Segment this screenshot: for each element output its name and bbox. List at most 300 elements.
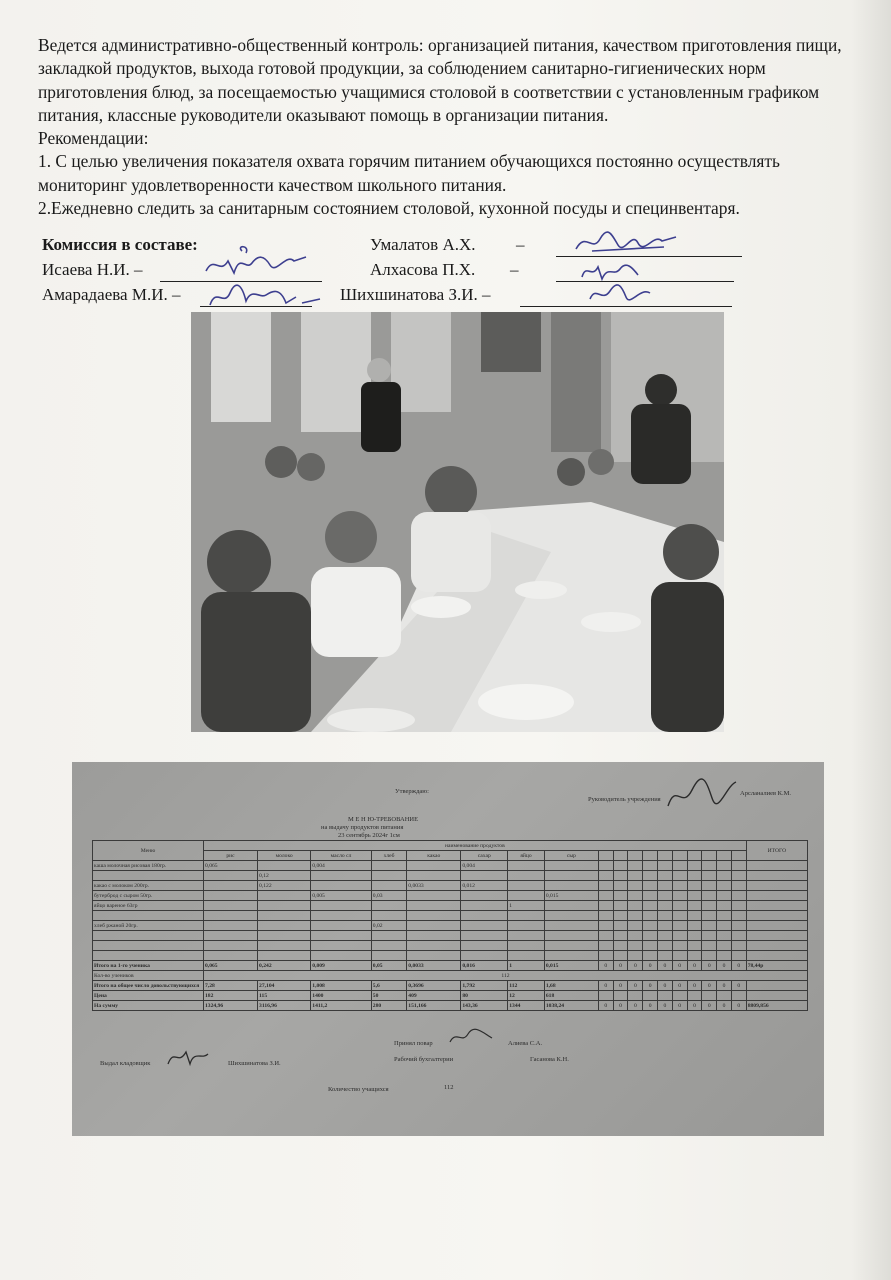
empty-cell [746,941,807,951]
empty-cell [672,921,687,931]
empty-cell [628,851,643,861]
table-cell [258,901,311,911]
table-cell [461,951,508,961]
table-cell [371,951,407,961]
table-cell: 27,104 [258,981,311,991]
empty-cell [717,901,732,911]
zero-cell: 0 [643,1001,658,1011]
empty-cell [717,891,732,901]
empty-cell [613,881,628,891]
empty-cell [643,901,658,911]
table-cell: 115 [258,991,311,1001]
table-cell: 0,005 [311,891,372,901]
empty-cell [687,901,702,911]
empty-cell [731,931,746,941]
member-amaradaeva: Амарадаева М.И. – [42,285,181,304]
table-cell: 1324,96 [204,1001,258,1011]
zero-cell: 0 [628,961,643,971]
accountant-label: Рабочий бухгалтерии [394,1056,454,1063]
empty-cell [643,921,658,931]
empty-cell [658,911,673,921]
empty-cell [613,921,628,931]
price-row [93,991,808,1001]
table-cell: 0,3696 [407,981,461,991]
empty-cell [702,951,717,961]
issued-name: Шихшинатова З.И. [228,1060,281,1067]
empty-cell [672,901,687,911]
table-cell [204,931,258,941]
table-cell: 12 [508,991,545,1001]
product-header: сахар [461,851,508,861]
signature-isaeva [202,245,312,281]
empty-cell [643,881,658,891]
table-cell [204,871,258,881]
empty-cell [598,881,613,891]
table-cell [311,901,372,911]
empty-cell [717,861,732,871]
table-cell [544,911,598,921]
empty-cell [687,851,702,861]
table-cell [544,871,598,881]
table-cell: 0,065 [204,961,258,971]
empty-cell [746,901,807,911]
table-cell: 0,009 [311,961,372,971]
students-label: Кол-во учеников [93,971,204,981]
zero-cell: 0 [658,981,673,991]
empty-cell [672,911,687,921]
product-header: молоко [258,851,311,861]
table-cell [407,951,461,961]
zero-cell: 0 [731,961,746,971]
empty-cell [746,881,807,891]
empty-cell [628,871,643,881]
table-cell: 112 [508,981,545,991]
member-shikhshinatova: Шихшинатова З.И. – [340,285,491,304]
zero-cell: 0 [717,1001,732,1011]
empty-cell [628,941,643,951]
empty-cell [598,901,613,911]
cafeteria-photo [191,312,724,732]
empty-cell [687,991,702,1001]
empty-cell [687,941,702,951]
table-cell [258,911,311,921]
table-cell [508,861,545,871]
empty-cell [731,891,746,901]
empty-cell [628,881,643,891]
report-text [38,34,868,220]
empty-cell [746,991,807,1001]
empty-cell [731,871,746,881]
empty-cell [672,931,687,941]
empty-cell [658,871,673,881]
table-cell [311,921,372,931]
table-cell [508,931,545,941]
price-row-label: Цена [93,991,204,1001]
zero-cell: 0 [731,1001,746,1011]
empty-cell [658,881,673,891]
products-col-header: наименование продуктов [204,841,747,851]
table-cell: 1,008 [311,981,372,991]
table-cell: 1,792 [461,981,508,991]
empty-cell [687,911,702,921]
accountant-name: Гасанова К.Н. [530,1056,569,1063]
zero-cell: 0 [702,981,717,991]
zero-cell: 0 [672,981,687,991]
table-cell [544,921,598,931]
empty-cell [731,851,746,861]
dish-label: бутерброд с сыром 50гр. [93,891,204,901]
table-cell: 618 [544,991,598,1001]
empty-cell [628,951,643,961]
empty-cell [643,891,658,901]
empty-cell [613,991,628,1001]
head-label: Руководитель учреждения [588,796,661,803]
table-row [93,891,808,901]
empty-cell [598,931,613,941]
empty-cell [658,991,673,1001]
empty-cell [613,941,628,951]
empty-cell [613,931,628,941]
empty-cell [687,891,702,901]
table-cell: 0,05 [371,961,407,971]
sum-row-total: 8809,856 [746,1001,807,1011]
table-cell: 0,015 [544,961,598,971]
empty-cell [643,911,658,921]
table-cell [508,911,545,921]
empty-cell [658,891,673,901]
table-cell [258,931,311,941]
menu-requirement-scan [72,762,824,1136]
recommendation-2: 2.Ежедневно следить за санитарным состоянием столовой, кухонной посуды и специнвентаря. [38,198,740,219]
empty-cell [613,901,628,911]
count-label: Количество учащихся [328,1086,389,1093]
table-cell [407,901,461,911]
empty-cell [672,951,687,961]
cook-name: Алиева С.А. [508,1040,543,1047]
table-cell [371,881,407,891]
empty-cell [702,881,717,891]
table-cell [311,871,372,881]
zero-cell: 0 [643,981,658,991]
issued-label: Выдал кладовщик [100,1060,151,1067]
table-cell: 0,242 [258,961,311,971]
zero-cell: 0 [702,1001,717,1011]
dish-label [93,941,204,951]
table-cell: 0,0033 [407,881,461,891]
empty-cell [702,991,717,1001]
table-cell [204,921,258,931]
empty-cell [746,931,807,941]
member-umalatov-dash: – [516,235,525,254]
empty-cell [702,851,717,861]
empty-cell [731,911,746,921]
empty-cell [658,951,673,961]
zero-cell: 0 [687,1001,702,1011]
empty-cell [643,941,658,951]
menu-title: М Е Н Ю-ТРЕБОВАНИЕ [348,816,419,823]
empty-cell [717,951,732,961]
table-row [93,921,808,931]
empty-cell [717,911,732,921]
empty-cell [598,921,613,931]
empty-cell [643,861,658,871]
zero-cell: 0 [658,1001,673,1011]
table-row [93,951,808,961]
table-cell [311,931,372,941]
table-cell: 0,015 [544,891,598,901]
dish-label: каша молочная рисовая 180гр. [93,861,204,871]
dish-label [93,951,204,961]
menu-date: 23 сентябрь 2024г 1см [338,832,400,839]
zero-cell: 0 [628,981,643,991]
table-cell [544,901,598,911]
empty-cell [643,871,658,881]
zero-cell: 0 [613,1001,628,1011]
empty-cell [613,851,628,861]
approve-label: Утверждаю: [395,788,429,795]
zero-cell: 0 [598,1001,613,1011]
table-cell [371,871,407,881]
empty-cell [672,941,687,951]
signature-umalatov [572,227,682,257]
empty-cell [702,901,717,911]
dish-label [93,911,204,921]
table-cell: 1038,24 [544,1001,598,1011]
table-header-row [93,841,808,851]
table-cell [461,911,508,921]
empty-cell [702,891,717,901]
empty-cell [598,861,613,871]
total-one-row-label: Итого на 1-го ученика [93,961,204,971]
empty-cell [731,951,746,961]
table-row [93,881,808,891]
empty-cell [613,951,628,961]
dish-label: яйцо вареное 63гр [93,901,204,911]
empty-cell [717,921,732,931]
product-header: какао [407,851,461,861]
product-header: хлеб [371,851,407,861]
empty-cell [643,931,658,941]
empty-cell [598,941,613,951]
menu-table [92,840,808,1011]
table-cell [258,891,311,901]
empty-cell [672,991,687,1001]
zero-cell: 0 [687,981,702,991]
table-cell [258,941,311,951]
table-cell [204,901,258,911]
count-value: 112 [444,1084,454,1091]
table-cell [461,941,508,951]
empty-cell [658,931,673,941]
recommendations-heading: Рекомендации: [38,128,149,149]
empty-cell [731,921,746,931]
table-cell [371,931,407,941]
table-cell: 1411,2 [311,1001,372,1011]
table-row [93,931,808,941]
table-row [93,901,808,911]
table-cell: 0,0033 [407,961,461,971]
empty-cell [613,911,628,921]
empty-cell [672,861,687,871]
empty-cell [643,851,658,861]
table-cell [204,911,258,921]
product-header: рис [204,851,258,861]
issued-signature [164,1046,212,1068]
table-cell: 3116,96 [258,1001,311,1011]
table-cell: 1,68 [544,981,598,991]
member-alkhasova: Алхасова П.Х. [370,260,476,279]
table-cell: 0,03 [371,891,407,901]
table-row [93,871,808,881]
table-cell [544,861,598,871]
table-cell [508,921,545,931]
empty-cell [613,861,628,871]
table-cell [508,951,545,961]
empty-cell [613,871,628,881]
empty-cell [672,891,687,901]
empty-cell [717,881,732,891]
empty-cell [702,861,717,871]
empty-cell [717,991,732,1001]
recommendation-1: 1. С целью увеличения показателя охвата горячим питанием обучающихся постоянно осуществлять мониторинг удовлетворенности качеством школьного питания. [38,151,780,195]
table-cell: 280 [371,1001,407,1011]
empty-cell [731,901,746,911]
head-name: Арсланалиев К.М. [740,790,792,797]
zero-cell: 0 [598,961,613,971]
product-header: сыр [544,851,598,861]
empty-cell [731,881,746,891]
empty-cell [687,871,702,881]
table-cell: 0,004 [311,861,372,871]
empty-cell [687,931,702,941]
product-header: яйцо [508,851,545,861]
table-cell [544,941,598,951]
cook-label: Принял повар [394,1040,433,1047]
table-cell: 0,012 [461,881,508,891]
table-cell [407,861,461,871]
students-value: 112 [204,971,808,981]
sum-row-label: На сумму [93,1001,204,1011]
sum-row [93,1001,808,1011]
cook-signature [446,1028,496,1046]
dish-label: хлеб ржаной 20гр. [93,921,204,931]
empty-cell [746,871,807,881]
empty-cell [717,941,732,951]
table-cell [311,881,372,891]
zero-cell: 0 [613,981,628,991]
page-edge-shadow [851,0,891,1280]
control-paragraph: Ведется административно-общественный контроль: организацией питания, качеством приготовления пищи, закладкой продуктов, выхода готовой продукции, за соблюдением санитарно-гигиенических норм приготовления блюд, за посещаемостью учащимися столовой в соответствии с установленным графиком питания, классные руководители оказывают помощь в организации питания. [38,35,842,125]
zero-cell: 0 [702,961,717,971]
empty-cell [598,871,613,881]
table-cell: 151,166 [407,1001,461,1011]
table-cell [204,941,258,951]
table-cell [508,871,545,881]
table-cell [204,951,258,961]
empty-cell [643,951,658,961]
table-cell [461,921,508,931]
table-cell [204,881,258,891]
table-cell [371,941,407,951]
table-row [93,941,808,951]
dish-label: какао с молоком 200гр. [93,881,204,891]
zero-cell: 0 [598,981,613,991]
table-cell [407,941,461,951]
table-cell [508,941,545,951]
table-cell: 0,004 [461,861,508,871]
dish-label [93,931,204,941]
head-signature [662,776,742,816]
total-one-row [93,961,808,971]
table-cell: 1 [508,961,545,971]
empty-cell [598,951,613,961]
zero-cell: 0 [717,961,732,971]
empty-cell [702,911,717,921]
empty-cell [643,991,658,1001]
table-cell [407,911,461,921]
table-cell: 0,065 [204,861,258,871]
table-cell [508,881,545,891]
empty-cell [746,911,807,921]
table-cell [461,871,508,881]
table-cell [258,861,311,871]
empty-cell [731,991,746,1001]
commission-title: Комиссия в составе: [42,235,198,254]
table-cell [461,891,508,901]
table-cell [407,921,461,931]
table-cell [258,921,311,931]
table-cell: 182 [204,991,258,1001]
table-cell: 0,02 [371,921,407,931]
table-cell: 143,36 [461,1001,508,1011]
table-cell [544,951,598,961]
zero-cell: 0 [717,981,732,991]
empty-cell [731,861,746,871]
table-cell [311,951,372,961]
table-cell: 0,122 [258,881,311,891]
empty-cell [658,941,673,951]
table-cell [311,911,372,921]
empty-cell [702,941,717,951]
empty-cell [658,901,673,911]
table-cell: 1 [508,901,545,911]
empty-cell [658,851,673,861]
table-cell: 409 [407,991,461,1001]
table-cell [311,941,372,951]
empty-cell [687,861,702,871]
table-cell: 0,016 [461,961,508,971]
zero-cell: 0 [731,981,746,991]
empty-cell [598,851,613,861]
zero-cell: 0 [672,961,687,971]
empty-cell [628,921,643,931]
table-cell [461,931,508,941]
empty-cell [598,991,613,1001]
empty-cell [746,981,807,991]
empty-cell [613,891,628,901]
empty-cell [658,861,673,871]
table-cell [407,871,461,881]
table-cell [371,901,407,911]
empty-cell [746,951,807,961]
menu-col-header: Меню [93,841,204,861]
table-cell [508,891,545,901]
empty-cell [687,951,702,961]
table-cell [407,931,461,941]
empty-cell [628,911,643,921]
zero-cell: 0 [643,961,658,971]
empty-cell [628,931,643,941]
